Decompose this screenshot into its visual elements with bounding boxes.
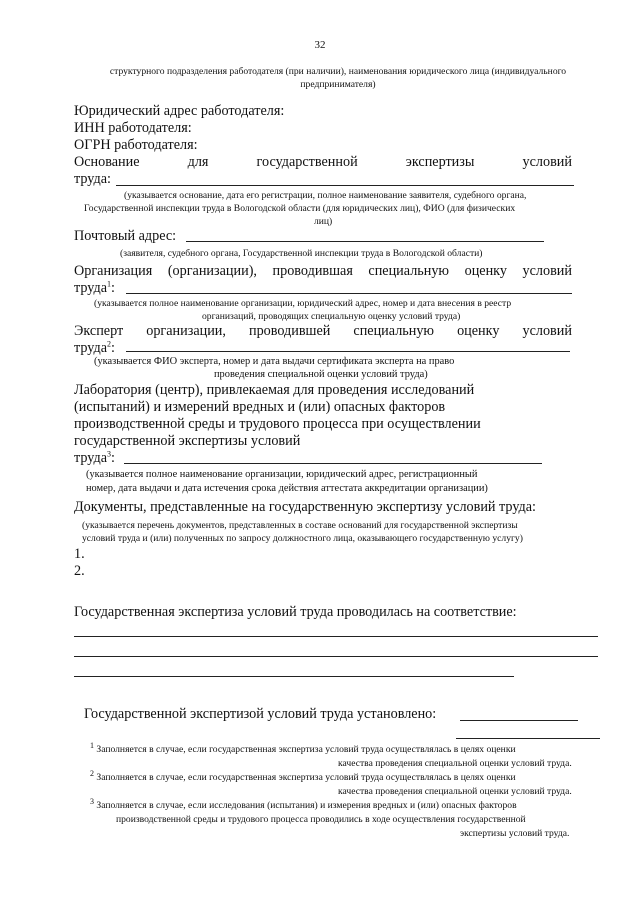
organization-label: Организация (организации), проводившая специальную оценку условий	[74, 263, 572, 279]
document-item-1: 1.	[74, 546, 85, 562]
basis-input-line[interactable]	[116, 185, 574, 186]
established-input-line[interactable]	[460, 720, 578, 721]
page-number: 32	[314, 39, 326, 51]
laboratory-cont: труда$^3$:	[74, 449, 115, 466]
postal-note: (заявителя, судебного органа, Государственной инспекции труда в Вологодской области)	[120, 248, 483, 259]
footnote-ref-3: 3	[107, 449, 111, 459]
footnote-1-line-2: качества проведения специальной оценки условий труда.	[338, 758, 572, 769]
laboratory-line-2: (испытаний) и измерений вредных и (или) опасных факторов	[74, 399, 446, 415]
footnote-2-line-2: качества проведения специальной оценки условий труда.	[338, 786, 572, 797]
organization-note-2: организаций, проводящих специальную оценку условий труда)	[202, 311, 461, 322]
basis-cont: труда:	[74, 171, 111, 187]
legal-address-label: Юридический адрес работодателя:	[74, 103, 285, 119]
postal-label: Почтовый адрес:	[74, 228, 177, 244]
laboratory-note-1: (указывается полное наименование организации, юридический адрес, регистрационный	[86, 469, 478, 480]
organization-cont: труда$^1$:	[74, 279, 115, 296]
established-label: Государственной экспертизой условий труда установлено:	[84, 706, 437, 722]
footnote-separator	[456, 738, 600, 739]
basis-note-2: Государственной инспекции труда в Вологодской области (для юридических лиц), ФИО (для физических	[84, 203, 516, 214]
laboratory-input-line[interactable]	[124, 463, 542, 464]
footnote-2-line-1: $^2$ Заполняется в случае, если государственная экспертиза условий труда осуществлялась в целях оценки	[90, 768, 516, 783]
laboratory-line-3: производственной среды и трудового процесса при осуществлении	[74, 416, 481, 432]
compliance-input-line-3[interactable]	[74, 676, 514, 677]
organization-input-line[interactable]	[126, 293, 572, 294]
footnote-3-line-1: $^3$ Заполняется в случае, если исследования (испытания) и измерения вредных и (или) опасных факторов	[90, 796, 517, 811]
document-item-2: 2.	[74, 563, 85, 579]
documents-note-1: (указывается перечень документов, представленных в составе оснований для государственной экспертизы	[82, 520, 518, 531]
compliance-input-line-2[interactable]	[74, 656, 598, 657]
expert-note-2: проведения специальной оценки условий труда)	[214, 369, 428, 380]
laboratory-line-1: Лаборатория (центр), привлекаемая для проведения исследований	[74, 382, 475, 398]
compliance-input-line-1[interactable]	[74, 636, 598, 637]
expert-input-line[interactable]	[126, 351, 570, 352]
footnote-ref-1: 1	[107, 279, 111, 289]
basis-note-3: лиц)	[314, 216, 333, 227]
basis-note-1: (указывается основание, дата его регистрации, полное наименование заявителя, судебного органа,	[124, 190, 527, 201]
ogrn-label: ОГРН работодателя:	[74, 137, 198, 153]
compliance-label: Государственная экспертиза условий труда проводилась на соответствие:	[74, 604, 517, 620]
footnote-3-line-3: экспертизы условий труда.	[460, 828, 570, 839]
basis-label: Основание для государственной экспертизы условий	[74, 154, 572, 170]
inn-label: ИНН работодателя:	[74, 120, 192, 136]
documents-note-2: условий труда и (или) полученных по запросу должностного лица, оказывающего государственную услугу)	[82, 533, 523, 544]
header-note: структурного подразделения работодателя (при наличии), наименования юридического лица (индивидуального предпринимателя)	[109, 66, 567, 90]
expert-label: Эксперт организации, проводившей специальную оценку условий	[74, 323, 572, 339]
documents-title: Документы, представленные на государственную экспертизу условий труда:	[74, 499, 536, 515]
footnote-1-line-1: $^1$ Заполняется в случае, если государственная экспертиза условий труда осуществлялась в целях оценки	[90, 740, 516, 755]
footnote-3-line-2: производственной среды и трудового процесса проводились в ходе осуществления государственной	[116, 814, 526, 825]
laboratory-line-4: государственной экспертизы условий	[74, 433, 301, 449]
postal-input-line[interactable]	[186, 241, 544, 242]
expert-note-1: (указывается ФИО эксперта, номер и дата выдачи сертификата эксперта на право	[94, 356, 455, 367]
expert-cont: труда$^2$:	[74, 339, 115, 356]
footnote-ref-2: 2	[107, 339, 111, 349]
laboratory-note-2: номер, дата выдачи и дата истечения срока действия аттестата аккредитации организации)	[86, 483, 488, 494]
organization-note-1: (указывается полное наименование организации, юридический адрес, номер и дата внесения в реестр	[94, 298, 512, 309]
